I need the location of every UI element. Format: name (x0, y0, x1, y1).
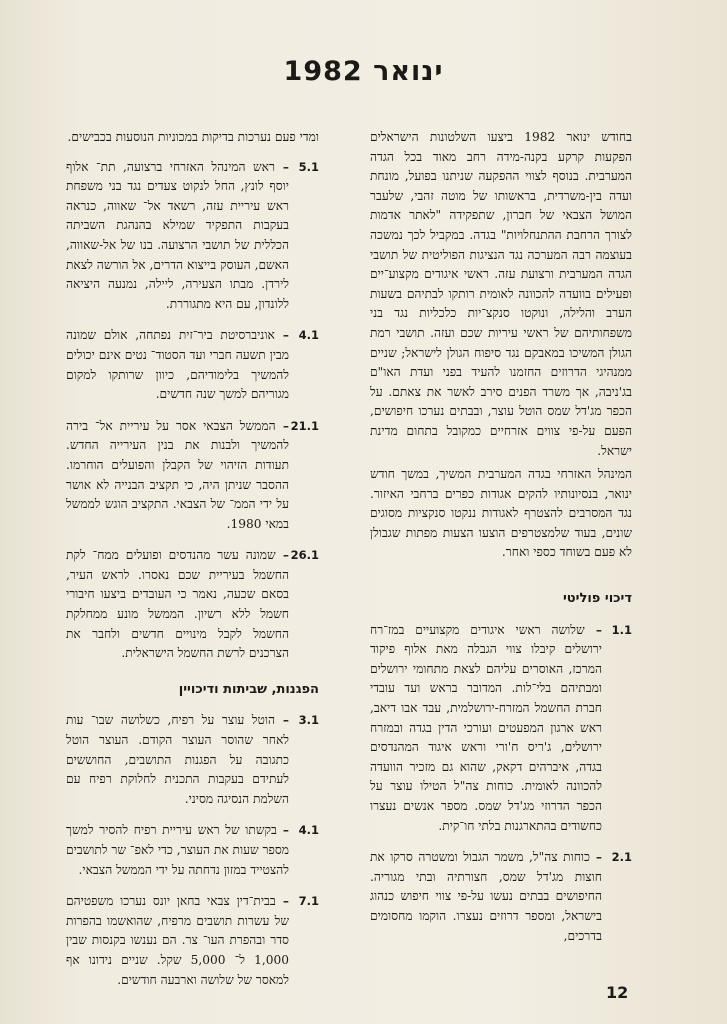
dated-entry (370, 621, 632, 837)
entry-text: שמונה עשר מהנדסים ופועלים ממח־ לקת החשמל בעיריית שכם נאסרו. לראש העיר, בסאם שכעה, נאמר כי העובדים ביצעו חיבורי חשמל ללא רשיון. הממשל מונע ממחלקת החשמל לקבל מינויים חדשים ולחבר את הצרכנים לרשת החשמל הישראלית. (66, 548, 289, 661)
entry-dash: – (274, 159, 289, 174)
continuation-paragraph: ומדי פעם נערכות בדיקות במכוניות הנוסעות בכבישים. (67, 130, 319, 144)
entry-dash: – (276, 823, 289, 838)
entry-text: הממשל הצבאי אסר על עיריית אל־ בירה להמשיך ולבנות את בנין העירייה החדש. תעודות הזיהוי של הקבלן והפועלים הוחרמו. ההסבר שניתן היה, כי תקציב הבנייה לא אושר על ידי הממ־ של הצבאי. התקציב הוגש לממשל במאי 1980. (66, 418, 289, 531)
right-column (370, 128, 632, 958)
entry-dash: – (275, 548, 289, 563)
section-heading: דיכוי פוליטי (562, 591, 632, 607)
intro-paragraph: המינהל האזרחי בגדה המערבית המשיך, במשך חודש ינואר, בנסיונותיו להקים אגודות כפרים ברחבי האיזור. נגד המסרבים להצטרף לאגודות ננקטו סנקציות מסוגים שונים, בעוד שלמצטרפים הוצעו הצעות מפתות שגבולן לא פעם בשוחד כספי ואחר. (370, 467, 632, 560)
entry-text: בבית־דין צבאי בחאן יונס נערכו משפטיהם של עשרות תושבים מרפיח, שהואשמו בהפרות סדר ובהפרת העו־ צר. הם נענשו בקנסות שבין 1,000 ל־ 5,000 שקל. שניים נידונו אף למאסר של שלושה וארבעה חודשים. (66, 894, 289, 987)
intro-paragraph: בחודש ינואר 1982 ביצעו השלטונות הישראלים הפקעות קרקע בקנה-מידה רחב מאוד בכל הגדה המערבית. בנוסף לצווי ההפקעה שניתנו בפועל, מונחת ועדה בין-משרדית, בראשותו של מוטה זהבי, שלעבר המושל הצבאי של חברון, שתפקידה "לאתר אדמות לצורך הרחבת ההתנחלויות" בגדה. במקביל לכך נמשכה בעוצמה רבה המערכה נגד הנציגות הפוליטית של תושבי הגדה המערבית ורצועת עזה. ראשי איגודים מקצוע־יים ופעילים בוועדה להכוונה לאומית רותקו לבתיהם בשעות הערב והלילה, ונוקטו סנקצ־יות כלכליות נגד בני משפחותיהם של ראשי עיריות שכם ועזה. תושבי רמת הגולן המשיכו במאבקם נגד סיפוח הגולן לישראל; שניים ממנהיגי הדרוזים החזמנו להעיד בפני ועדת האו"ם בג'ניבה, אך משרד הפנים סירב לאשר את צאתם. על הכפר מג'דל שמס הוטל עוצר, ובבתים נערכו חיפושים, הפעם על-פי צווים אזרחיים כמקובל בתחום מדינת ישראל. (370, 130, 632, 458)
entry-text: ראש המינהל האזרחי ברצועה, תת־ אלוף יוסף לונץ, החל לנקוט צעדים נגד בני משפחת ראש עיריית עזה, רשאד אל־ שאווה, כנראה בעקבות התפקיד שמילא בהנהגת השביתה הכללית של תושבי הרצועה. בנו של אל-שאווה, האשם, העוסק בייצוא הדרים, אל הורשה לצאת לירדן. מבתו הצעירה, ליילה, נמנעה היציאה ללונדון, עם היא מתגוררת. (66, 159, 289, 311)
entry-dash: – (274, 713, 289, 728)
page-number: 12 (606, 983, 629, 1002)
entry-dash: – (590, 850, 602, 865)
dated-entry (66, 326, 319, 404)
entry-dash: – (275, 894, 289, 909)
entry-text: כוחות צה"ל, משמר הגבול ומשטרה סרקו את חוצות מג'דל שמס, חצורתיה ובתי מגוריה. החיפושים בבתים נעשו על-פי צווי חיפוש כנהוג בישראל, ומספר דרוזים נעצרו. הוקמו מחסומים בדרכים, (370, 850, 602, 943)
entry-text: בקשתו של ראש עיריית רפיח להסיר למשך מספר שעות את העוצר, כדי לאפ־ שר לתושבים להצטייד במזון נדחתה על ידי הממשל הצבאי. (66, 823, 289, 877)
entry-date: 7.1 (298, 894, 319, 909)
entry-date: 3.1 (298, 713, 319, 728)
dated-entry (66, 711, 319, 809)
entry-dash: – (584, 622, 603, 637)
entry-date: 5.1 (298, 159, 319, 174)
entry-text: הוטל עוצר על רפיח, כשלושה שבו־ עות לאחר שהוסר העוצר הקודם. העוצר הוטל כתגובה על הפגנות התושבים, החוששים לעתידם בעקבות התכנית לחלוקת רפיח עם השלמת הנסיגה מסיני. (66, 713, 289, 806)
entry-date: 21.1 (290, 418, 319, 433)
dated-entry (66, 892, 319, 990)
entry-text: אוניברסיטת ביר־זית נפתחה, אולם שמונה מבין תשעה חברי ועד הסטוד־ נטים אינם יכולים להמשיך בלימודיהם, כיוון שרותקו למקום מגוריהם למשך שנה חדשים. (66, 328, 289, 402)
entry-date: 4.1 (298, 328, 319, 343)
dated-entry (66, 158, 319, 315)
section-heading: הפגנות, שביתות ודיכויין (178, 681, 319, 697)
entry-date: 4.1 (298, 823, 319, 838)
entry-dash: – (274, 328, 289, 343)
dated-entry (370, 848, 632, 946)
entry-date: 2.1 (611, 850, 632, 865)
left-column (66, 128, 319, 1002)
dated-entry (66, 821, 319, 880)
dated-entry (66, 417, 319, 535)
dated-entry (66, 546, 319, 664)
entry-text: שלושה ראשי איגודים מקצועיים במז־רח ירושלים קיבלו צווי הגבלה מאת אלוף פיקוד המרכז, האוסרים עליהם לצאת מתחומי ירושלים ומבתיהם בלי־לות. המדובר בראש ועד עובדי חברת החשמל המזרח-ירושלמית, עבד אבו דיאב, ראש ארגון המפעטים ועורכי הדין בגדה ובמזרח ירושלים, ג'ריס ח'ורי וראש איגוד המהנדסים בגדה, איברהים דקאק, שהוא גם מזכיר הוועדה להכוונה לאומית. כוחות צה"ל הטילו עוצר על הכפר הדרוזי מג'דל שמס. מספר אנשים נעצרו כחשודים בהתארגנות בלתי חו־קית. (370, 622, 602, 833)
page-title: ינואר 1982 (283, 56, 444, 87)
entry-date: 1.1 (611, 622, 632, 637)
entry-dash: – (275, 418, 289, 433)
entry-date: 26.1 (290, 548, 319, 563)
